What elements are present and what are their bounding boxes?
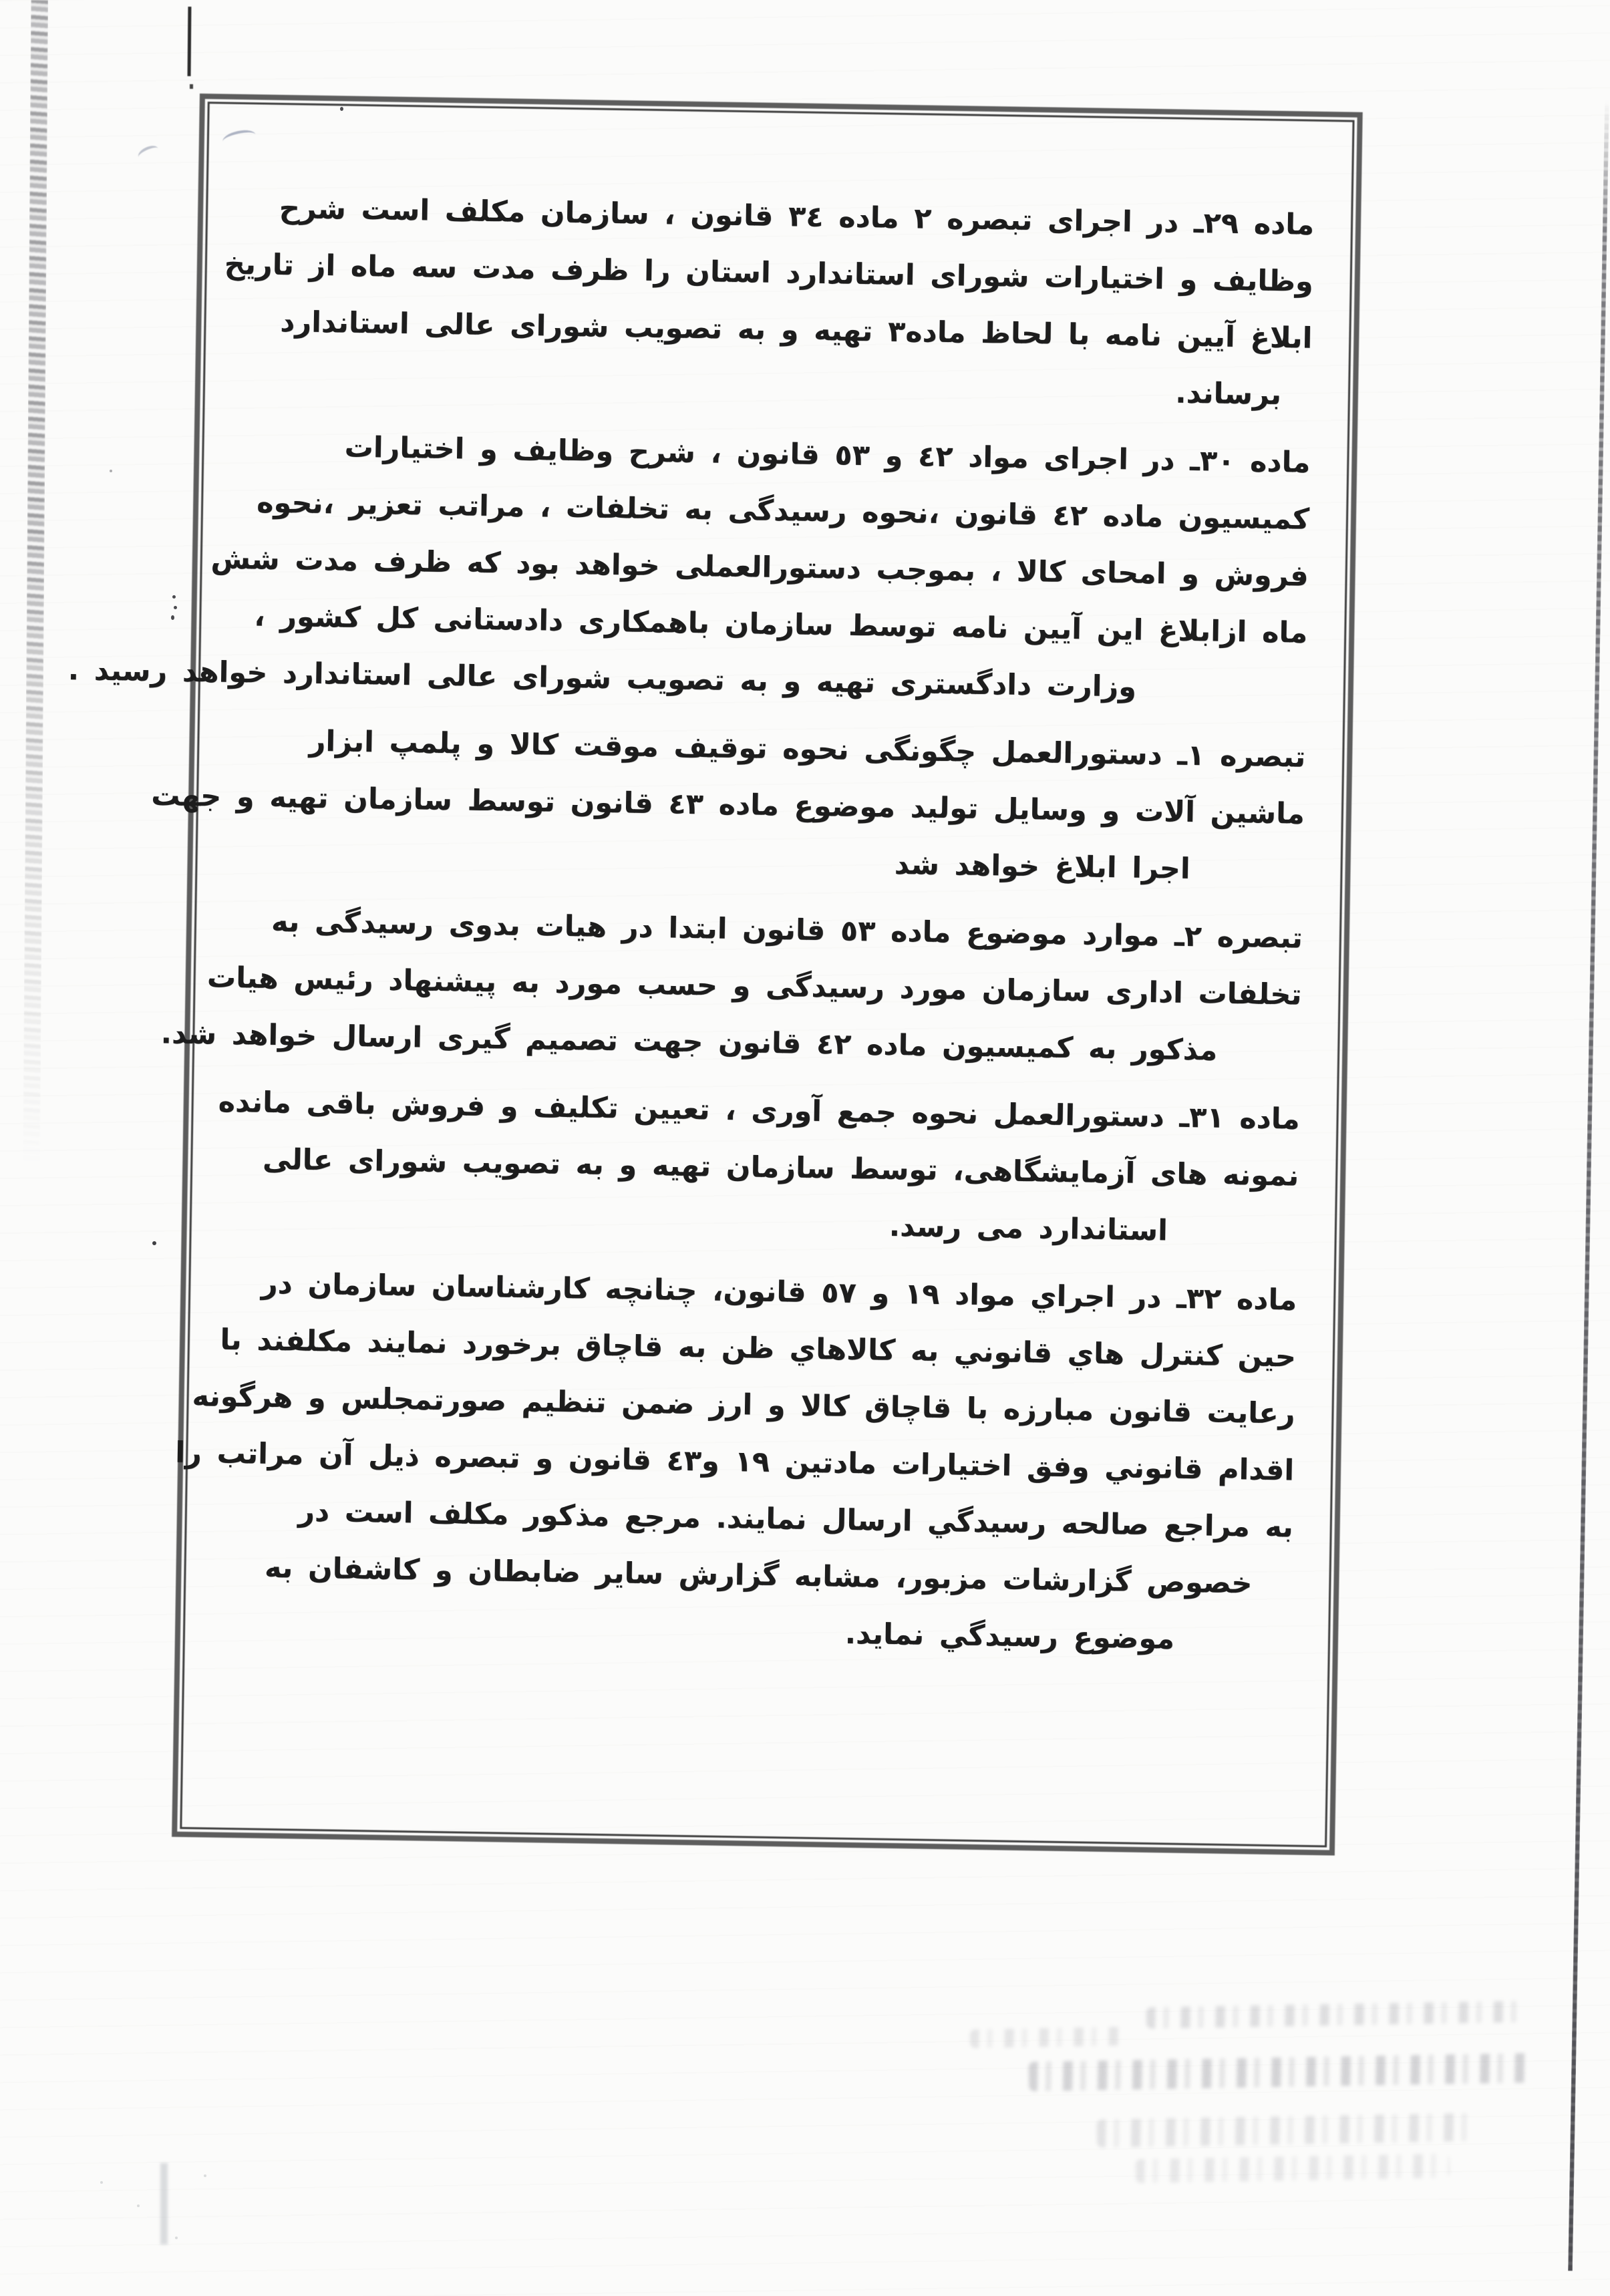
document-scan-area <box>67 94 1363 1856</box>
ghost-bleedthrough-text <box>970 2027 1124 2048</box>
text-line: تبصره ١ـ دستورالعمل چگونگی نحوه توقیف موقت کالا و پلمپ ابزار <box>309 724 1306 774</box>
text-line: اجرا ابلاغ خواهد شد <box>894 847 1190 886</box>
ghost-bleedthrough-text <box>1029 2053 1531 2091</box>
text-line: مذکور به کمیسیون ماده ٤٢ قانون جهت تصمیم گیری ارسال خواهد شد. <box>160 1017 1218 1068</box>
text-line: ابلاغ آیین نامه با لحاظ ماده٣ تهیه و به تصویب شورای عالی استاندارد <box>279 305 1313 355</box>
text-line: ماده ٢٩ـ در اجرای تبصره ٢ ماده ٣٤ قانون ، سازمان مکلف است شرح <box>279 191 1315 242</box>
scan-speck <box>204 2174 206 2177</box>
text-line: برساند. <box>1174 376 1282 412</box>
scan-speck <box>190 84 193 89</box>
paragraph-article-32 <box>174 1255 1297 1669</box>
text-line: حین کنترل هاي قانوني به کالاهاي ظن به قاچاق برخورد نمایند مکلفند با <box>220 1323 1297 1374</box>
text-line: ماه ازابلاغ این آیین نامه توسط سازمان باهمکاری دادستانی کل کشور ، <box>253 599 1308 650</box>
text-line: نمونه های آزمایشگاهی، توسط سازمان تهیه و به تصویب شورای عالی <box>262 1142 1299 1193</box>
text-line: اقدام قانوني وفق اختیارات مادتین ١٩ و٤٣ قانون و تبصره ذیل آن مراتب را <box>174 1436 1295 1488</box>
text-line: فروش و امحای کالا ، بموجب دستورالعملی خواهد بود که ظرف مدت شش <box>210 542 1309 593</box>
text-line: وظایف و اختیارات شورای استاندارد استان را ظرف مدت سه ماه از تاریخ <box>224 247 1314 299</box>
text-line: ماده ٣٢ـ در اجراي مواد ١٩ و ٥٧ قانون، چنانچه کارشناسان سازمان در <box>261 1267 1297 1317</box>
ghost-bleedthrough-text <box>1097 2113 1472 2148</box>
document-body-text <box>67 179 1315 1669</box>
text-line: تبصره ٢ـ موارد موضوع ماده ٥٣ قانون ابتدا در هیات بدوی رسیدگی به <box>271 905 1303 955</box>
paragraph-note-2 <box>160 892 1303 1080</box>
paper-edge-streak-right <box>1568 100 1609 2271</box>
scan-tick-mark-top <box>188 7 192 76</box>
text-line: تخلفات اداری سازمان مورد رسیدگی و حسب مورد به پیشنهاد رئیس هیات <box>206 961 1302 1012</box>
ink-speck <box>110 470 112 472</box>
text-line: موضوع رسیدگي نماید. <box>844 1617 1175 1656</box>
paragraph-note-1 <box>150 711 1306 899</box>
text-line: وزارت دادگستری تهیه و به تصویب شورای عالی استاندارد خواهد رسید . <box>67 653 1137 704</box>
text-line: ماشین آلات و وسایل تولید موضوع ماده ٤٣ قانون توسط سازمان تهیه و جهت <box>150 778 1305 831</box>
ghost-bleedthrough-text <box>1146 2001 1520 2029</box>
paragraph-article-29 <box>214 179 1314 424</box>
scan-speck <box>100 2181 103 2184</box>
scan-smudge-bottom-left <box>160 2163 168 2245</box>
ink-speck <box>152 1241 156 1245</box>
text-line: رعایت قانون مبارزه با قاچاق کالا و ارز ضمن تنظیم صورتمجلس و هرگونه <box>192 1379 1295 1431</box>
text-line: استاندارد می رسد. <box>889 1209 1168 1248</box>
scan-speck <box>137 2204 140 2207</box>
ghost-bleedthrough-text <box>1136 2154 1450 2183</box>
text-line: به مراجع صالحه رسیدگي ارسال نمایند. مرجع مذکور مکلف است در <box>297 1494 1294 1544</box>
paragraph-article-31 <box>201 1074 1300 1261</box>
paragraph-article-30 <box>67 417 1311 718</box>
paper-edge-streak-left <box>23 0 48 1189</box>
text-line: ماده ٣٠ـ در اجرای مواد ٤٢ و ٥٣ قانون ، شرح وظایف و اختیارات <box>344 430 1311 480</box>
text-line: ماده ٣١ـ دستورالعمل نحوه جمع آوری ، تعیین تکلیف و فروش باقی مانده <box>218 1085 1300 1136</box>
pencil-squiggle <box>136 143 160 162</box>
text-line: خصوص گزارشات مزبور، مشابه گزارش سایر ضابطان و کاشفان به <box>264 1550 1253 1601</box>
scan-speck <box>175 2237 178 2239</box>
text-line: کمیسیون ماده ٤٢ قانون ،نحوه رسیدگی به تخلفات ، مراتب تعزیر ،نحوه <box>256 486 1310 536</box>
